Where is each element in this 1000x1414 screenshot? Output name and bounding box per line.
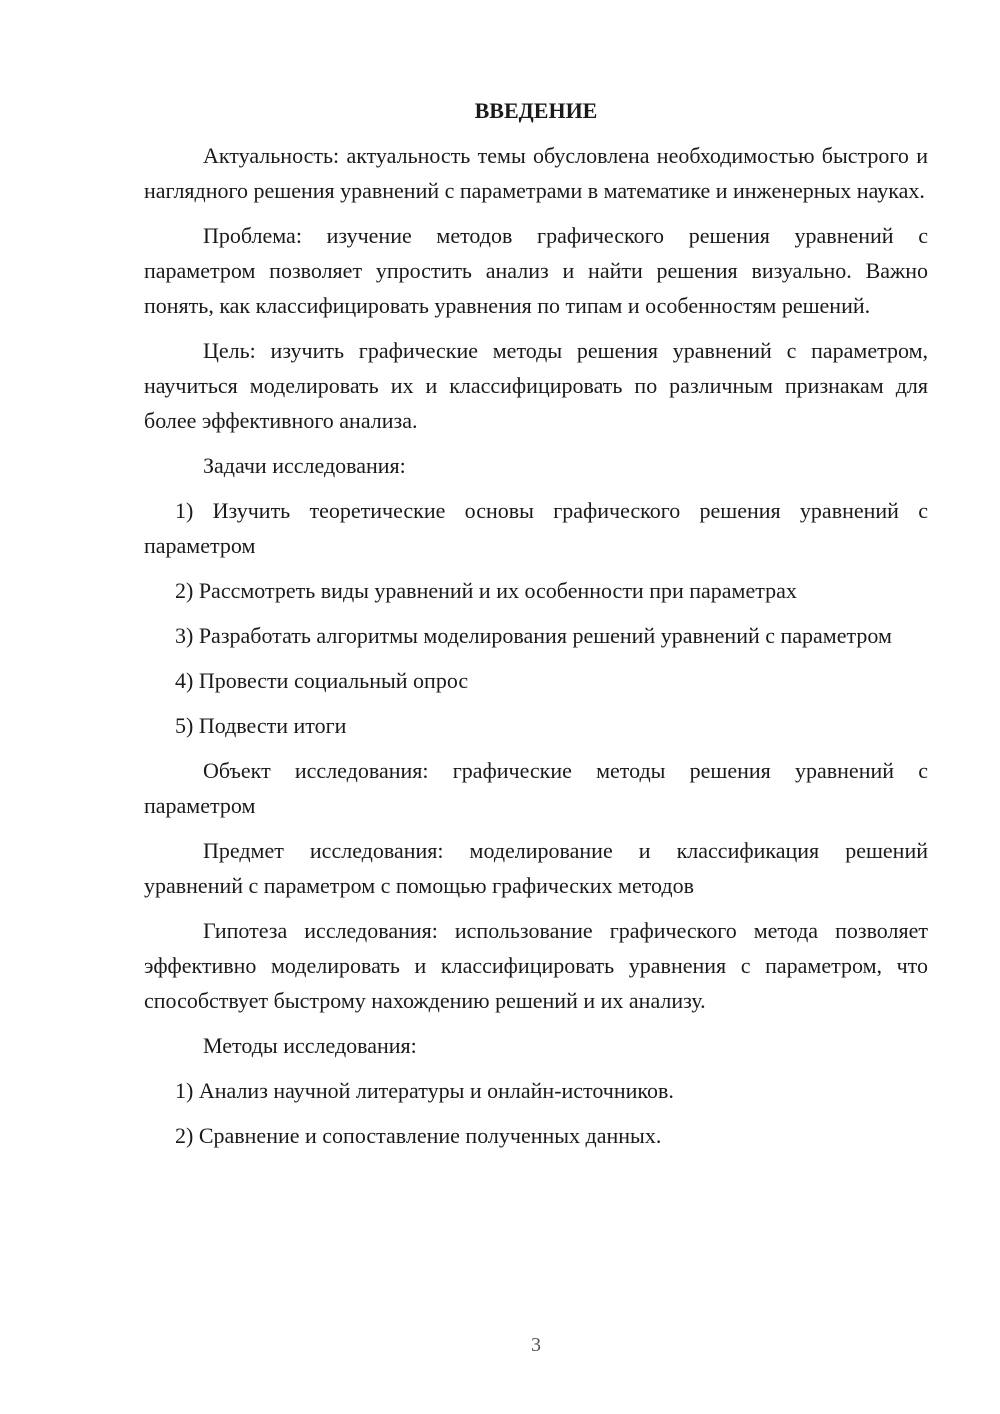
page-number: 3	[531, 1334, 541, 1356]
page-content	[144, 96, 928, 1163]
paragraph-goal: Цель: изучить графические методы решения уравнений с параметром, научиться моделировать их и классифицировать по различным признакам для более эффективного анализа.	[144, 338, 928, 433]
paragraph-methods-heading: Методы исследования:	[203, 1033, 417, 1058]
paragraph-hypothesis: Гипотеза исследования: использование графического метода позволяет эффективно моделировать и классифицировать уравнения с параметром, что способствует быстрому нахождению решений и их анализу.	[144, 918, 928, 1013]
list-item-task-2: 2) Рассмотреть виды уравнений и их особенности при параметрах	[175, 578, 797, 603]
paragraph-problem: Проблема: изучение методов графического решения уравнений с параметром позволяет упростить анализ и найти решения визуально. Важно понять, как классифицировать уравнения по типам и особенностям решений.	[144, 223, 928, 318]
list-item-task-3: 3) Разработать алгоритмы моделирования решений уравнений с параметром	[175, 623, 892, 648]
section-title: ВВЕДЕНИЕ	[474, 98, 598, 123]
list-item-method-2: 2) Сравнение и сопоставление полученных данных.	[175, 1123, 662, 1148]
paragraph-subject: Предмет исследования: моделирование и классификация решений уравнений с параметром с помощью графических методов	[144, 838, 928, 898]
list-item-method-1: 1) Анализ научной литературы и онлайн-источников.	[175, 1078, 674, 1103]
paragraph-relevance: Актуальность: актуальность темы обусловлена необходимостью быстрого и наглядного решения уравнений с параметрами в математике и инженерных науках.	[144, 143, 928, 203]
list-item-task-4: 4) Провести социальный опрос	[175, 668, 469, 693]
paragraph-tasks-heading: Задачи исследования:	[203, 453, 406, 478]
list-item-task-1: 1) Изучить теоретические основы графического решения уравнений с параметром	[144, 498, 928, 558]
list-item-task-5: 5) Подвести итоги	[175, 713, 347, 738]
paragraph-object: Объект исследования: графические методы решения уравнений с параметром	[144, 758, 928, 818]
